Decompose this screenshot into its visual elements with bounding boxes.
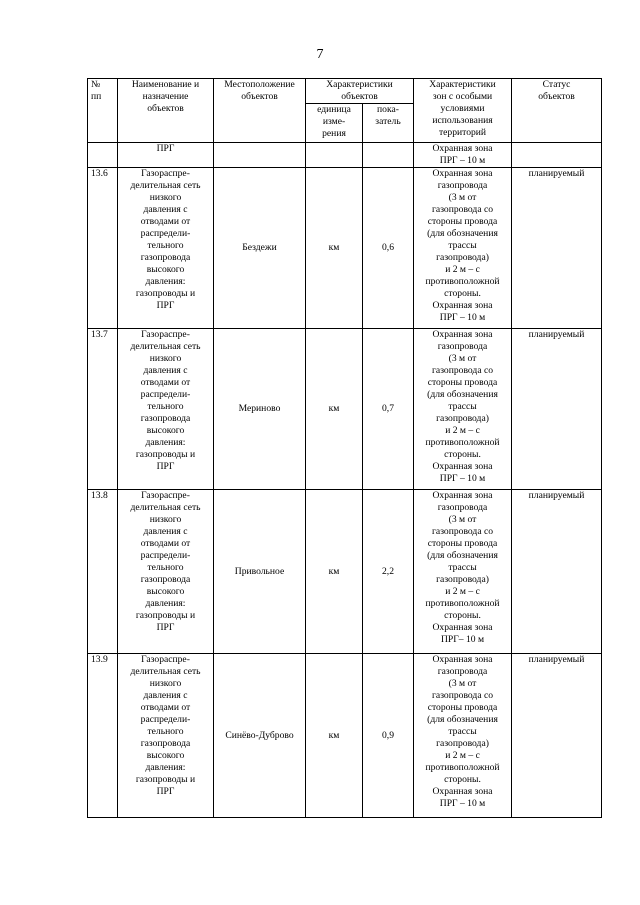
header-status: Статус объектов <box>512 79 602 143</box>
cell-unit: км <box>306 490 363 654</box>
cell-zone: Охранная зона газопровода (3 м от газопровода со стороны провода (для обозначения трассы газопровода) и 2 м – с противоположной стороны. Охранная зона ПРГ – 10 м <box>414 168 512 329</box>
cell-value <box>363 143 414 168</box>
cell-value: 0,7 <box>363 329 414 490</box>
header-name: Наименование и назначение объектов <box>118 79 214 143</box>
page-number: 7 <box>316 47 324 62</box>
header-num: № пп <box>88 79 118 143</box>
header-characteristics: Характеристики объектов <box>306 79 414 104</box>
cell-status: планируемый <box>512 654 602 818</box>
cell-value: 2,2 <box>363 490 414 654</box>
cell-zone: Охранная зона ПРГ – 10 м <box>414 143 512 168</box>
cell-name: ПРГ <box>118 143 214 168</box>
cell-unit: км <box>306 654 363 818</box>
cell-unit <box>306 143 363 168</box>
table-row <box>88 168 602 329</box>
cell-unit: км <box>306 329 363 490</box>
cell-location <box>214 143 306 168</box>
cell-status: планируемый <box>512 168 602 329</box>
cell-name: Газораспре- делительная сеть низкого давления с отводами от распредели- тельного газопровода высокого давления: газопроводы и ПРГ <box>118 490 214 654</box>
header-indicator: пока- затель <box>363 104 414 143</box>
cell-location: Привольное <box>214 490 306 654</box>
cell-name: Газораспре- делительная сеть низкого давления с отводами от распредели- тельного газопровода высокого давления: газопроводы и ПРГ <box>118 168 214 329</box>
header-unit: единица изме- рения <box>306 104 363 143</box>
cell-value: 0,6 <box>363 168 414 329</box>
cell-status: планируемый <box>512 490 602 654</box>
cell-zone: Охранная зона газопровода (3 м от газопровода со стороны провода (для обозначения трассы газопровода) и 2 м – с противоположной стороны. Охранная зона ПРГ – 10 м <box>414 329 512 490</box>
cell-num: 13.6 <box>88 168 118 329</box>
table-row <box>88 329 602 490</box>
cell-location: Синёво-Дуброво <box>214 654 306 818</box>
cell-num: 13.9 <box>88 654 118 818</box>
cell-zone: Охранная зона газопровода (3 м от газопровода со стороны провода (для обозначения трассы газопровода) и 2 м – с противоположной стороны. Охранная зона ПРГ – 10 м <box>414 654 512 818</box>
cell-num <box>88 143 118 168</box>
objects-table <box>87 78 602 818</box>
cell-status <box>512 143 602 168</box>
cell-unit: км <box>306 168 363 329</box>
cell-location: Мериново <box>214 329 306 490</box>
cell-location: Бездежи <box>214 168 306 329</box>
header-zones: Характеристики зон с особыми условиями использования территорий <box>414 79 512 143</box>
cell-num: 13.7 <box>88 329 118 490</box>
table-row-continuation <box>88 143 602 168</box>
cell-name: Газораспре- делительная сеть низкого давления с отводами от распредели- тельного газопровода высокого давления: газопроводы и ПРГ <box>118 654 214 818</box>
header-location: Местоположение объектов <box>214 79 306 143</box>
cell-name: Газораспре- делительная сеть низкого давления с отводами от распредели- тельного газопровода высокого давления: газопроводы и ПРГ <box>118 329 214 490</box>
cell-zone: Охранная зона газопровода (3 м от газопровода со стороны провода (для обозначения трассы газопровода) и 2 м – с противоположной стороны. Охранная зона ПРГ– 10 м <box>414 490 512 654</box>
table-row <box>88 654 602 818</box>
cell-value: 0,9 <box>363 654 414 818</box>
cell-status: планируемый <box>512 329 602 490</box>
cell-num: 13.8 <box>88 490 118 654</box>
table-row <box>88 490 602 654</box>
